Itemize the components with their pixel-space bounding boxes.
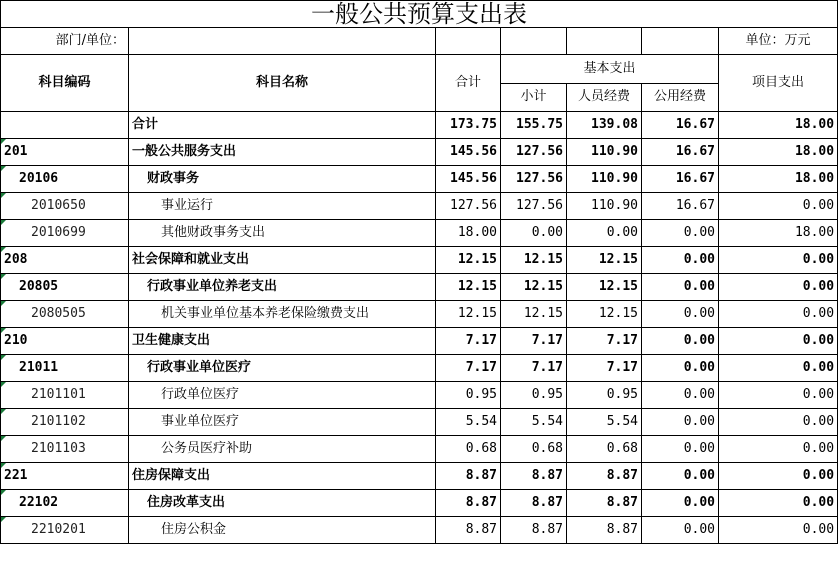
table-row (1, 409, 838, 436)
personnel-cell[interactable]: 7.17 (567, 328, 642, 355)
code-cell[interactable]: 2010699 (1, 220, 129, 247)
project-cell[interactable]: 0.00 (719, 328, 838, 355)
total-cell[interactable]: 8.87 (436, 463, 501, 490)
subtotal-cell[interactable]: 8.87 (501, 490, 567, 517)
name-cell[interactable]: 卫生健康支出 (129, 328, 436, 355)
name-cell[interactable]: 合计 (129, 112, 436, 139)
project-cell[interactable]: 18.00 (719, 139, 838, 166)
dept-blank-cell[interactable] (501, 28, 567, 55)
table-row (1, 436, 838, 463)
unit-label: 单位：万元 (719, 28, 838, 55)
table-row (1, 490, 838, 517)
subtotal-cell[interactable]: 12.15 (501, 274, 567, 301)
table-row (1, 517, 838, 544)
header-total: 合计 (436, 55, 501, 112)
header-name: 科目名称 (129, 55, 436, 112)
total-cell[interactable]: 18.00 (436, 220, 501, 247)
name-cell[interactable]: 行政事业单位医疗 (129, 355, 436, 382)
public-cell[interactable]: 0.00 (642, 409, 719, 436)
subtotal-cell[interactable]: 7.17 (501, 355, 567, 382)
project-cell[interactable]: 0.00 (719, 382, 838, 409)
public-cell[interactable]: 16.67 (642, 166, 719, 193)
dept-blank-cell[interactable] (436, 28, 501, 55)
personnel-cell[interactable]: 12.15 (567, 274, 642, 301)
table-row (1, 382, 838, 409)
public-cell[interactable]: 16.67 (642, 139, 719, 166)
header-basic: 基本支出 (501, 55, 719, 84)
name-cell[interactable]: 机关事业单位基本养老保险缴费支出 (129, 301, 436, 328)
personnel-cell[interactable]: 8.87 (567, 463, 642, 490)
subtotal-cell[interactable]: 7.17 (501, 328, 567, 355)
code-cell[interactable]: 21011 (1, 355, 129, 382)
personnel-cell[interactable]: 110.90 (567, 139, 642, 166)
dept-label: 部门/单位： (1, 28, 129, 55)
total-cell[interactable]: 145.56 (436, 166, 501, 193)
header-public: 公用经费 (642, 83, 719, 112)
name-cell[interactable]: 社会保障和就业支出 (129, 247, 436, 274)
table-row (1, 166, 838, 193)
project-cell[interactable]: 18.00 (719, 112, 838, 139)
dept-blank-cell[interactable] (567, 28, 642, 55)
public-cell[interactable]: 0.00 (642, 436, 719, 463)
code-cell[interactable]: 2101103 (1, 436, 129, 463)
name-cell[interactable]: 行政单位医疗 (129, 382, 436, 409)
total-cell[interactable]: 0.95 (436, 382, 501, 409)
code-cell[interactable]: 20106 (1, 166, 129, 193)
project-cell[interactable]: 0.00 (719, 490, 838, 517)
project-cell[interactable]: 0.00 (719, 463, 838, 490)
header-project: 项目支出 (719, 55, 838, 112)
name-cell[interactable]: 住房公积金 (129, 517, 436, 544)
table-row (1, 247, 838, 274)
subtotal-cell[interactable]: 0.68 (501, 436, 567, 463)
public-cell[interactable]: 0.00 (642, 517, 719, 544)
table-row (1, 328, 838, 355)
project-cell[interactable]: 0.00 (719, 409, 838, 436)
personnel-cell[interactable]: 5.54 (567, 409, 642, 436)
total-cell[interactable]: 7.17 (436, 355, 501, 382)
personnel-cell[interactable]: 139.08 (567, 112, 642, 139)
code-cell[interactable]: 22102 (1, 490, 129, 517)
table-row (1, 301, 838, 328)
header-subtotal: 小计 (501, 83, 567, 112)
name-cell[interactable]: 财政事务 (129, 166, 436, 193)
dept-value-cell[interactable] (129, 28, 436, 55)
table-row (1, 220, 838, 247)
total-cell[interactable]: 5.54 (436, 409, 501, 436)
public-cell[interactable]: 0.00 (642, 382, 719, 409)
table-row (1, 274, 838, 301)
project-cell[interactable]: 0.00 (719, 436, 838, 463)
dept-blank-cell[interactable] (642, 28, 719, 55)
total-cell[interactable]: 8.87 (436, 490, 501, 517)
code-cell[interactable]: 2080505 (1, 301, 129, 328)
public-cell[interactable]: 0.00 (642, 301, 719, 328)
name-cell[interactable]: 一般公共服务支出 (129, 139, 436, 166)
public-cell[interactable]: 0.00 (642, 274, 719, 301)
table-row (1, 355, 838, 382)
personnel-cell[interactable]: 0.68 (567, 436, 642, 463)
personnel-cell[interactable]: 110.90 (567, 193, 642, 220)
subtotal-cell[interactable]: 5.54 (501, 409, 567, 436)
code-cell[interactable]: 2101102 (1, 409, 129, 436)
total-cell[interactable]: 127.56 (436, 193, 501, 220)
subtotal-cell[interactable]: 0.95 (501, 382, 567, 409)
total-cell[interactable]: 0.68 (436, 436, 501, 463)
public-cell[interactable]: 16.67 (642, 193, 719, 220)
subtotal-cell[interactable]: 8.87 (501, 463, 567, 490)
project-cell[interactable]: 0.00 (719, 247, 838, 274)
table-row (1, 139, 838, 166)
code-cell[interactable]: 208 (1, 247, 129, 274)
subtotal-cell[interactable]: 8.87 (501, 517, 567, 544)
name-cell[interactable]: 其他财政事务支出 (129, 220, 436, 247)
project-cell[interactable]: 0.00 (719, 355, 838, 382)
total-cell[interactable]: 12.15 (436, 301, 501, 328)
public-cell[interactable]: 0.00 (642, 355, 719, 382)
table-row (1, 112, 838, 139)
name-cell[interactable]: 事业单位医疗 (129, 409, 436, 436)
name-cell[interactable]: 事业运行 (129, 193, 436, 220)
personnel-cell[interactable]: 8.87 (567, 517, 642, 544)
personnel-cell[interactable]: 12.15 (567, 247, 642, 274)
page-title: 一般公共预算支出表 (1, 1, 838, 28)
project-cell[interactable]: 0.00 (719, 193, 838, 220)
subtotal-cell[interactable]: 0.00 (501, 220, 567, 247)
total-cell[interactable]: 12.15 (436, 247, 501, 274)
subtotal-cell[interactable]: 127.56 (501, 139, 567, 166)
total-cell[interactable]: 12.15 (436, 274, 501, 301)
total-cell[interactable]: 7.17 (436, 328, 501, 355)
public-cell[interactable]: 0.00 (642, 463, 719, 490)
code-cell[interactable] (1, 112, 129, 139)
subtotal-cell[interactable]: 12.15 (501, 301, 567, 328)
project-cell[interactable]: 18.00 (719, 220, 838, 247)
public-cell[interactable]: 0.00 (642, 328, 719, 355)
project-cell[interactable]: 0.00 (719, 274, 838, 301)
code-cell[interactable]: 2101101 (1, 382, 129, 409)
code-cell[interactable]: 210 (1, 328, 129, 355)
personnel-cell[interactable]: 8.87 (567, 490, 642, 517)
subtotal-cell[interactable]: 127.56 (501, 166, 567, 193)
total-cell[interactable]: 8.87 (436, 517, 501, 544)
code-cell[interactable]: 20805 (1, 274, 129, 301)
code-cell[interactable]: 2210201 (1, 517, 129, 544)
name-cell[interactable]: 住房保障支出 (129, 463, 436, 490)
code-cell[interactable]: 221 (1, 463, 129, 490)
personnel-cell[interactable]: 0.95 (567, 382, 642, 409)
personnel-cell[interactable]: 0.00 (567, 220, 642, 247)
total-cell[interactable]: 173.75 (436, 112, 501, 139)
personnel-cell[interactable]: 7.17 (567, 355, 642, 382)
name-cell[interactable]: 住房改革支出 (129, 490, 436, 517)
subtotal-cell[interactable]: 127.56 (501, 193, 567, 220)
project-cell[interactable]: 18.00 (719, 166, 838, 193)
project-cell[interactable]: 0.00 (719, 517, 838, 544)
subtotal-cell[interactable]: 155.75 (501, 112, 567, 139)
public-cell[interactable]: 0.00 (642, 247, 719, 274)
total-cell[interactable]: 145.56 (436, 139, 501, 166)
subtotal-cell[interactable]: 12.15 (501, 247, 567, 274)
public-cell[interactable]: 0.00 (642, 220, 719, 247)
public-cell[interactable]: 16.67 (642, 112, 719, 139)
name-cell[interactable]: 行政事业单位养老支出 (129, 274, 436, 301)
header-personnel: 人员经费 (567, 83, 642, 112)
project-cell[interactable]: 0.00 (719, 301, 838, 328)
table-row (1, 463, 838, 490)
personnel-cell[interactable]: 110.90 (567, 166, 642, 193)
code-cell[interactable]: 201 (1, 139, 129, 166)
personnel-cell[interactable]: 12.15 (567, 301, 642, 328)
table-row (1, 193, 838, 220)
name-cell[interactable]: 公务员医疗补助 (129, 436, 436, 463)
code-cell[interactable]: 2010650 (1, 193, 129, 220)
public-cell[interactable]: 0.00 (642, 490, 719, 517)
header-code: 科目编码 (1, 55, 129, 112)
